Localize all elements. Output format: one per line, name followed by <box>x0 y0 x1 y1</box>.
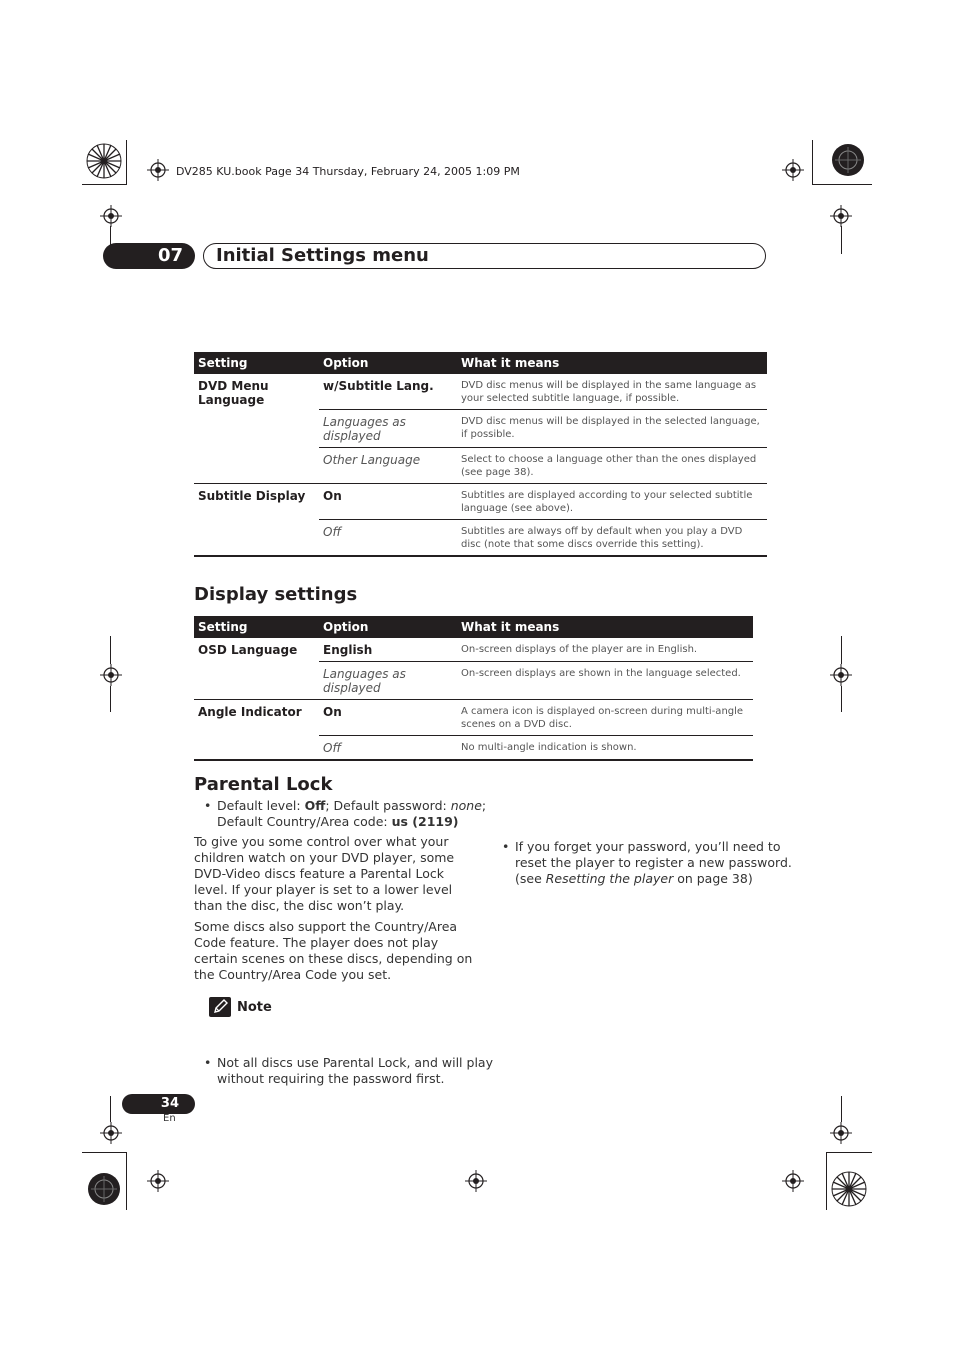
crosshair-mark-bottom-3 <box>465 1170 487 1196</box>
language-settings-table <box>194 352 767 557</box>
semicolon: ; <box>481 798 487 813</box>
table-header-row <box>194 352 767 374</box>
default-password-value: none <box>450 798 482 813</box>
chapter-title: Initial Settings menu <box>203 243 766 269</box>
crop-line <box>841 686 842 712</box>
option-value: Languages as displayed <box>319 662 457 700</box>
bullet-dot: • <box>502 839 510 854</box>
crosshair-mark-top-3 <box>782 159 804 185</box>
crop-line <box>826 1152 872 1153</box>
option-value: Off <box>319 736 457 761</box>
option-description: Subtitles are always off by default when you play a DVD disc (note that some discs override this setting). <box>457 520 767 557</box>
option-description: Subtitles are displayed according to your selected subtitle language (see above). <box>457 484 767 520</box>
crop-line <box>82 184 127 185</box>
section-title-parental-lock: Parental Lock <box>194 774 333 795</box>
crop-line <box>126 1152 127 1210</box>
crosshair-mark-bottom-2 <box>147 1170 169 1196</box>
registration-target-top-right <box>831 143 865 181</box>
option-value: w/Subtitle Lang. <box>323 379 434 393</box>
option-value: On <box>319 700 457 736</box>
forgot-text-2: on page 38) <box>673 871 753 886</box>
option-description: Select to choose a language other than the ones displayed (see page 38). <box>457 448 767 484</box>
table-row <box>194 638 753 662</box>
column-header-option: Option <box>319 616 457 638</box>
crosshair-mark-bottom-4 <box>782 1170 804 1196</box>
display-settings-table <box>194 616 753 761</box>
option-description: A camera icon is displayed on-screen during multi-angle scenes on a DVD disc. <box>457 700 753 736</box>
option-description: No multi-angle indication is shown. <box>457 736 753 761</box>
registration-target-top-left <box>86 143 122 183</box>
note-label: Note <box>237 1000 272 1015</box>
section-title-display-settings: Display settings <box>194 584 358 605</box>
crop-line <box>841 226 842 254</box>
forgot-password-bullet <box>492 839 795 887</box>
table-row <box>194 700 753 736</box>
crop-line <box>841 1096 842 1122</box>
table-header-row <box>194 616 753 638</box>
option-value: English <box>323 643 373 657</box>
default-level-value: Off <box>304 798 326 813</box>
registration-target-bottom-right <box>831 1171 867 1211</box>
crop-line <box>841 636 842 664</box>
column-header-setting: Setting <box>194 352 319 374</box>
registration-target-bottom-left <box>87 1172 121 1210</box>
crosshair-mark-bottom-1 <box>100 1122 122 1148</box>
crop-line <box>110 636 111 664</box>
option-value: On <box>319 484 457 520</box>
crop-line <box>126 140 127 185</box>
option-value: Languages as displayed <box>319 410 457 448</box>
forgot-text-1: If you forget your password, you’ll need to reset the player to register a new password. (see <box>515 839 792 886</box>
option-description: On-screen displays are shown in the language selected. <box>457 662 753 700</box>
default-code-label: Default Country/Area code: <box>217 814 392 829</box>
crop-line <box>826 1152 827 1210</box>
crop-line <box>110 686 111 712</box>
column-header-meaning: What it means <box>457 352 767 374</box>
option-description: On-screen displays of the player are in English. <box>461 644 698 655</box>
setting-name: DVD Menu Language <box>198 379 269 407</box>
crop-line <box>110 1096 111 1122</box>
table-row <box>194 374 767 410</box>
default-password-label: ; Default password: <box>325 798 451 813</box>
parental-lock-paragraph-2: Some discs also support the Country/Area Code feature. The player does not play certain scenes on these discs, depending on the Country/Area Code you set. <box>194 919 473 982</box>
option-value: Other Language <box>319 448 457 484</box>
setting-name: OSD Language <box>198 643 298 657</box>
setting-name: Angle Indicator <box>194 700 319 761</box>
crop-line <box>812 184 872 185</box>
crosshair-mark-top-2 <box>100 205 122 231</box>
default-code-value: us (2119) <box>391 814 459 829</box>
reset-reference: Resetting the player <box>545 871 674 886</box>
print-header: DV285 KU.book Page 34 Thursday, February 24, 2005 1:09 PM <box>176 165 520 178</box>
note-text: Not all discs use Parental Lock, and will play without requiring the password first. <box>217 1055 493 1086</box>
bullet-dot: • <box>204 1055 212 1070</box>
setting-name: Subtitle Display <box>194 484 319 557</box>
option-value: Off <box>319 520 457 557</box>
crosshair-mark-bottom-5 <box>830 1122 852 1148</box>
default-level-label: Default level: <box>217 798 305 813</box>
crosshair-mark-mid-left <box>100 664 122 690</box>
note-pencil-icon <box>209 997 231 1017</box>
option-description: DVD disc menus will be displayed in the same language as your selected subtitle language, if possible. <box>461 380 757 404</box>
language-code: En <box>163 1113 176 1124</box>
crop-line <box>82 1152 127 1153</box>
note-bullet <box>194 1055 497 1087</box>
bullet-dot: • <box>204 798 212 813</box>
table-row <box>194 484 767 520</box>
chapter-number-badge: 07 <box>103 243 195 269</box>
crosshair-mark-top-1 <box>147 159 169 185</box>
column-header-option: Option <box>319 352 457 374</box>
parental-lock-paragraph-1: To give you some control over what your children watch on your DVD player, some DVD-Video discs feature a Parental Lock level. If your player is set to a lower level than the disc, the disc won’t play. <box>194 834 455 913</box>
crop-line <box>812 140 813 185</box>
page-number-badge: 34 <box>122 1094 195 1114</box>
column-header-meaning: What it means <box>457 616 753 638</box>
column-header-setting: Setting <box>194 616 319 638</box>
option-description: DVD disc menus will be displayed in the selected language, if possible. <box>457 410 767 448</box>
defaults-bullet <box>194 798 497 830</box>
